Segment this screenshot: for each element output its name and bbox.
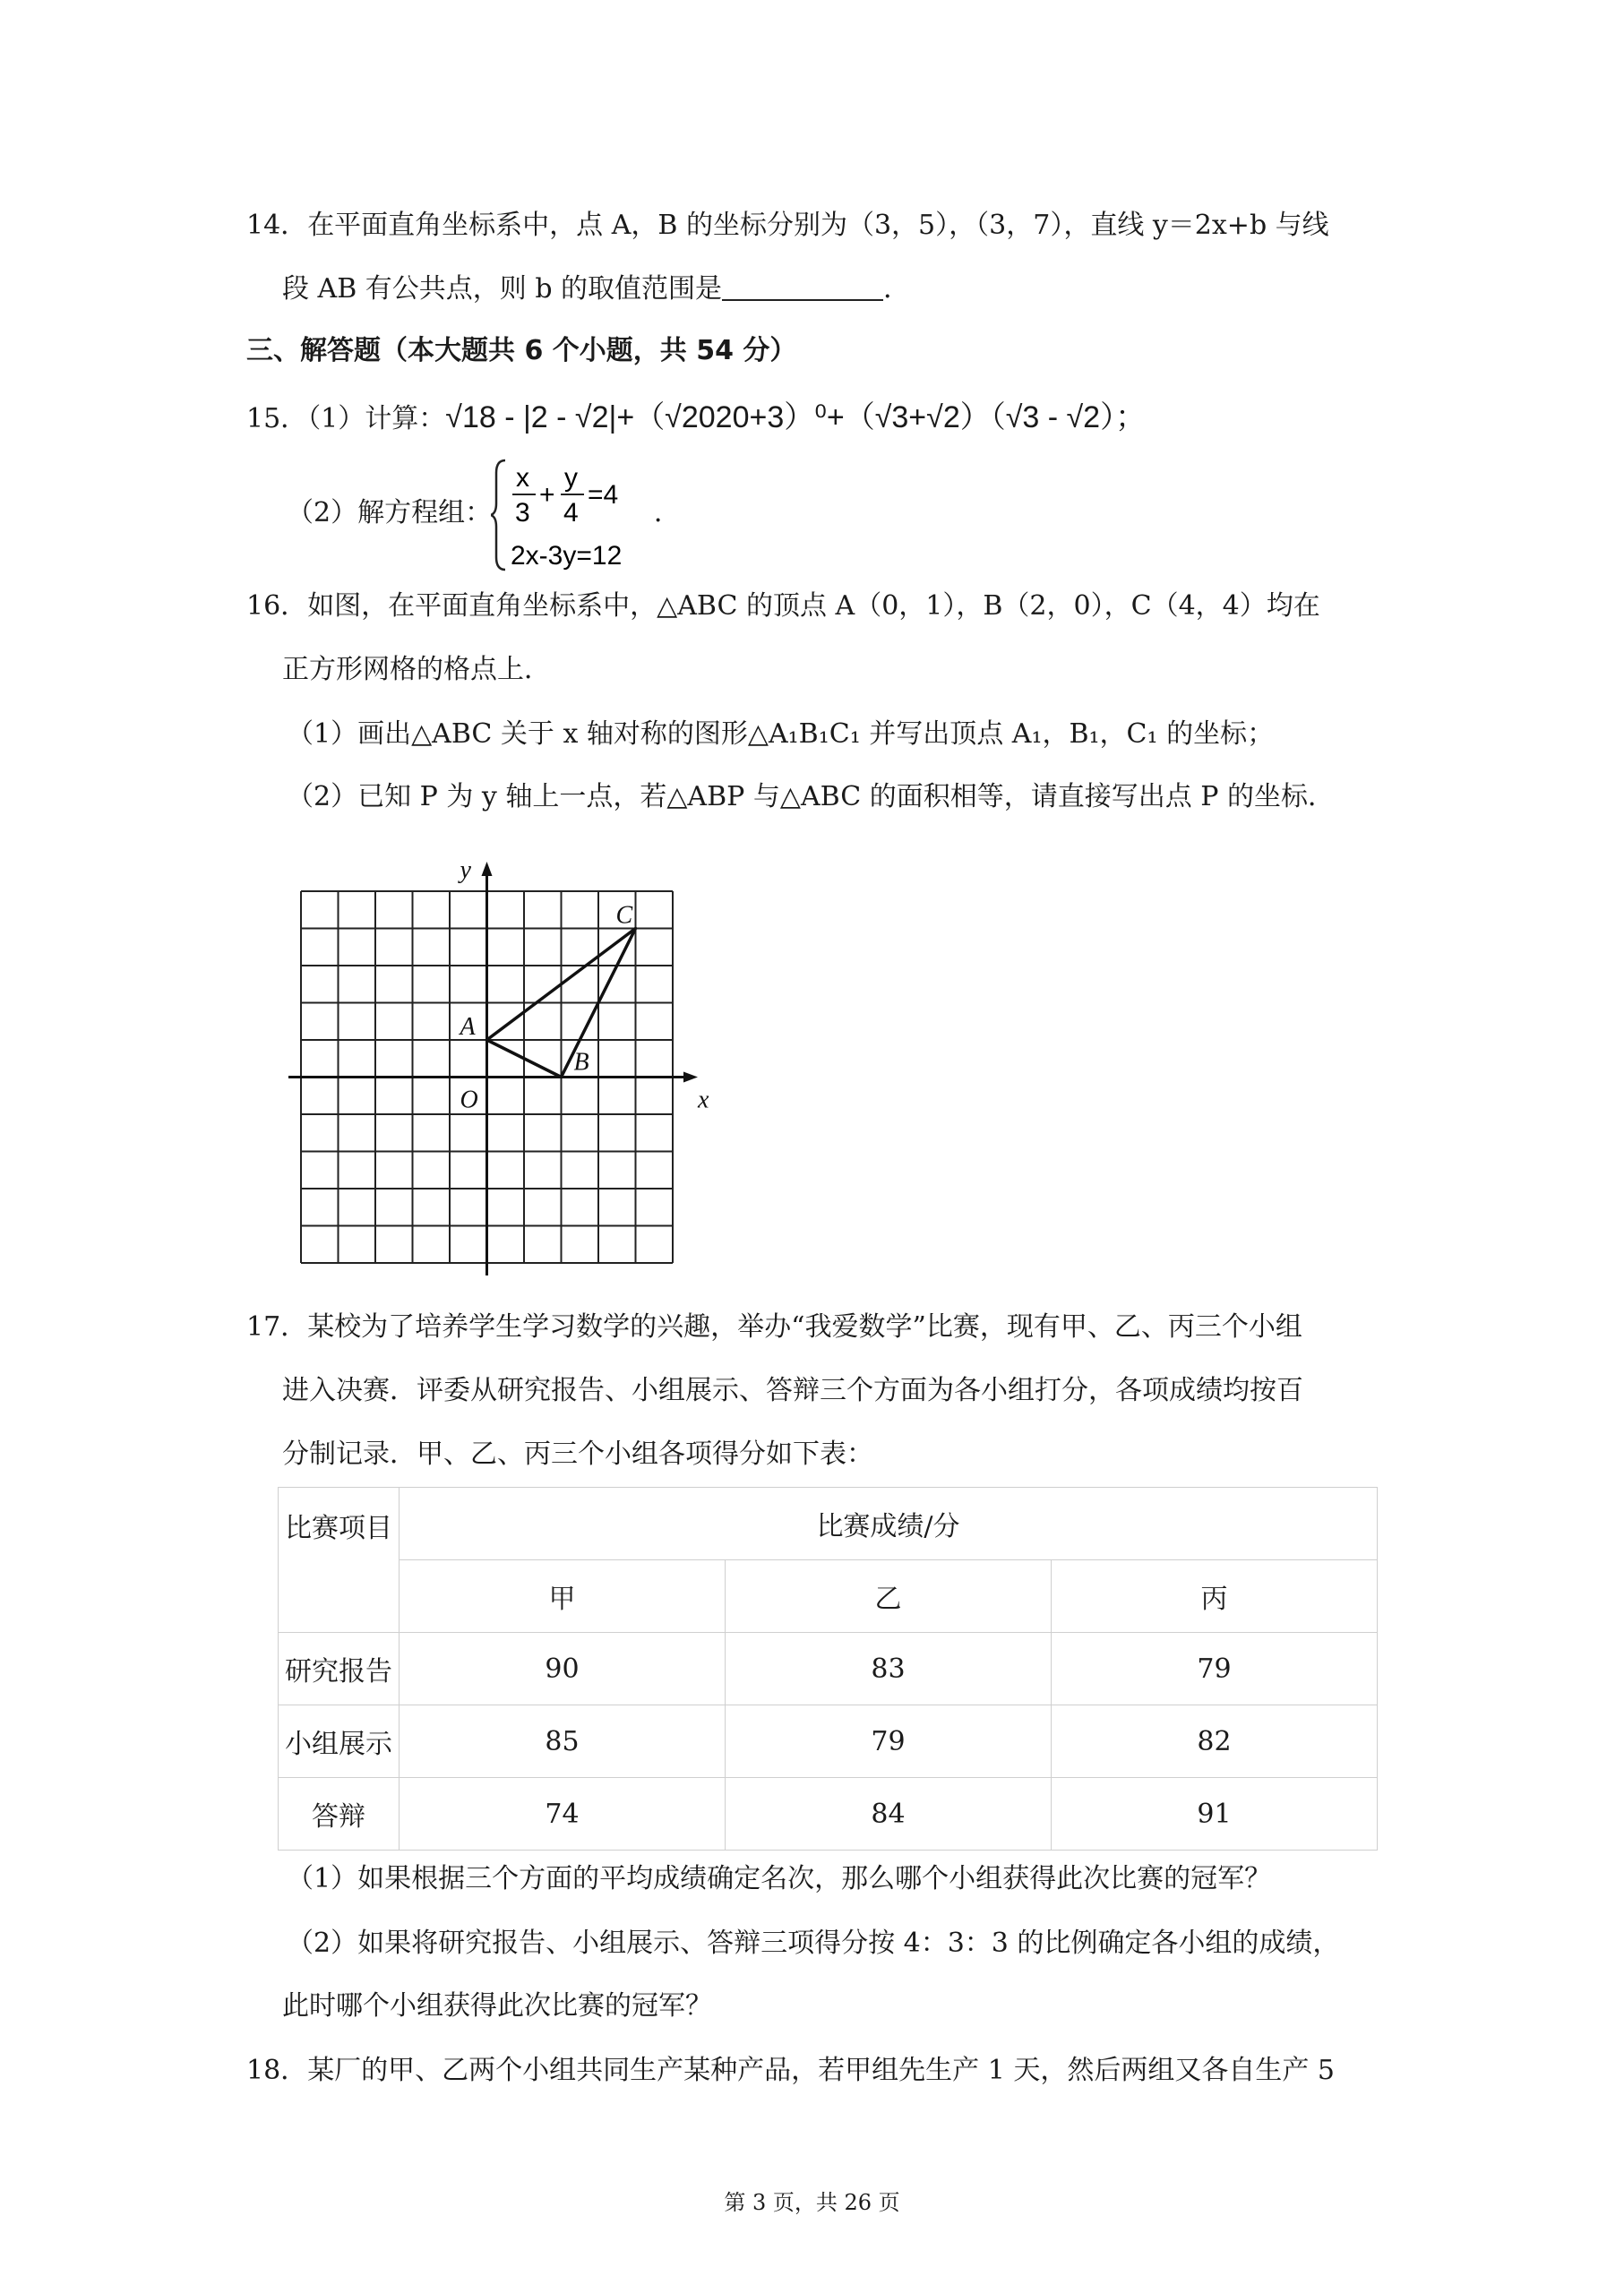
answer-blank bbox=[722, 271, 883, 301]
row-item-cell: 答辩 bbox=[279, 1778, 400, 1851]
coordinate-grid bbox=[287, 851, 717, 1281]
header-item-cell: 比赛项目 bbox=[279, 1488, 400, 1633]
q14-line1 bbox=[246, 208, 1329, 244]
origin-label: O bbox=[460, 1086, 478, 1114]
x-axis-label: x bbox=[698, 1086, 709, 1114]
row-item-cell: 小组展示 bbox=[279, 1705, 400, 1778]
q17-part1: （1）如果根据三个方面的平均成绩确定名次，那么哪个小组获得此次比赛的冠军？ bbox=[287, 1863, 1272, 1894]
coordinate-grid-figure bbox=[287, 851, 717, 1284]
q17-line3: 分制记录．甲、乙、丙三个小组各项得分如下表： bbox=[282, 1438, 873, 1470]
q14-line2 bbox=[282, 271, 910, 307]
q18-text-1: 某厂的甲、乙两个小组共同生产某种产品，若甲组先生产 1 天，然后两组又各自生产 5 bbox=[307, 2055, 1335, 2086]
eq1-rhs: =4 bbox=[588, 480, 619, 510]
q16-part2: （2）已知 P 为 y 轴上一点，若△ABP 与△ABC 的面积相等，请直接写出点 P 的坐标． bbox=[287, 781, 1335, 812]
q15-number: 15． bbox=[246, 403, 308, 434]
score-cell: 84 bbox=[726, 1778, 1052, 1851]
q16-text-1: 如图，在平面直角坐标系中，△ABC 的顶点 A（0，1），B（2，0），C（4，4）均在 bbox=[307, 590, 1320, 622]
q17-part2-line2: 此时哪个小组获得此次比赛的冠军？ bbox=[282, 1990, 712, 2022]
score-table bbox=[278, 1487, 1378, 1851]
q14-text-1: 在平面直角坐标系中，点 A，B 的坐标分别为（3，5），（3，7），直线 y＝2x+b 与线 bbox=[307, 210, 1329, 241]
score-cell: 91 bbox=[1052, 1778, 1378, 1851]
table-row bbox=[279, 1633, 1378, 1705]
table-header-row bbox=[279, 1488, 1378, 1560]
score-cell: 82 bbox=[1052, 1705, 1378, 1778]
group-cell: 甲 bbox=[400, 1560, 726, 1633]
score-cell: 79 bbox=[726, 1705, 1052, 1778]
eq2: 2x-3y=12 bbox=[511, 541, 623, 571]
score-cell: 90 bbox=[400, 1633, 726, 1705]
point-label-a: A bbox=[460, 1013, 476, 1041]
group-cell: 乙 bbox=[726, 1560, 1052, 1633]
score-cell: 83 bbox=[726, 1633, 1052, 1705]
x-axis-arrow-icon bbox=[683, 1072, 698, 1083]
q16-number: 16． bbox=[246, 590, 308, 622]
eq1-x: x bbox=[516, 463, 529, 493]
y-axis-arrow-icon bbox=[482, 862, 493, 876]
y-axis-label: y bbox=[460, 856, 471, 884]
q17-line2: 进入决赛．评委从研究报告、小组展示、答辩三个方面为各小组打分，各项成绩均按百 bbox=[282, 1375, 1303, 1406]
table-group-row bbox=[279, 1560, 1378, 1633]
table-row bbox=[279, 1705, 1378, 1778]
q15-part1-label: （1）计算： bbox=[307, 403, 446, 434]
eq1-y: y bbox=[564, 463, 578, 493]
equation-system bbox=[491, 457, 715, 573]
q14-number: 14． bbox=[246, 210, 308, 241]
q15-part1 bbox=[246, 399, 1146, 437]
table-row bbox=[279, 1778, 1378, 1851]
point-label-b: B bbox=[573, 1048, 589, 1077]
q18-line1 bbox=[246, 2053, 1335, 2089]
q14-text-2: 段 AB 有公共点，则 b 的取值范围是 bbox=[282, 273, 723, 305]
q16-line2: 正方形网格的格点上． bbox=[282, 654, 551, 685]
eq1-denominator-3: 3 bbox=[515, 498, 530, 528]
score-cell: 85 bbox=[400, 1705, 726, 1778]
page-footer: 第 3 页，共 26 页 bbox=[724, 2190, 900, 2215]
eq1-plus: + bbox=[539, 480, 555, 510]
q18-number: 18． bbox=[246, 2055, 308, 2086]
section-title: 三、解答题（本大题共 6 个小题，共 54 分） bbox=[246, 335, 797, 366]
row-item-cell: 研究报告 bbox=[279, 1633, 400, 1705]
q17-number: 17． bbox=[246, 1311, 308, 1343]
score-cell: 74 bbox=[400, 1778, 726, 1851]
q17-line1 bbox=[246, 1310, 1302, 1345]
eq1-denominator-4: 4 bbox=[563, 498, 579, 528]
q15-part1-expression: √18 - |2 - √2|+（√2020+3）⁰+（√3+√2）（√3 - √2）； bbox=[445, 400, 1147, 434]
equation-brace bbox=[491, 457, 715, 573]
group-cell: 丙 bbox=[1052, 1560, 1378, 1633]
point-label-c: C bbox=[615, 901, 633, 930]
q17-part2-line1: （2）如果将研究报告、小组展示、答辩三项得分按 4：3：3 的比例确定各小组的成绩， bbox=[287, 1928, 1340, 1959]
score-cell: 79 bbox=[1052, 1633, 1378, 1705]
q16-part1: （1）画出△ABC 关于 x 轴对称的图形△A₁B₁C₁ 并写出顶点 A₁，B₁，C₁ 的坐标； bbox=[287, 718, 1275, 750]
q15-end: ． bbox=[654, 497, 681, 528]
q17-text-1: 某校为了培养学生学习数学的兴趣，举办“我爱数学”比赛，现有甲、乙、丙三个小组 bbox=[307, 1311, 1302, 1343]
q16-line1 bbox=[246, 588, 1320, 624]
q14-text-2-end: ． bbox=[883, 273, 911, 305]
header-score-cell: 比赛成绩/分 bbox=[400, 1488, 1378, 1560]
q15-part2-label: （2）解方程组： bbox=[287, 497, 493, 528]
